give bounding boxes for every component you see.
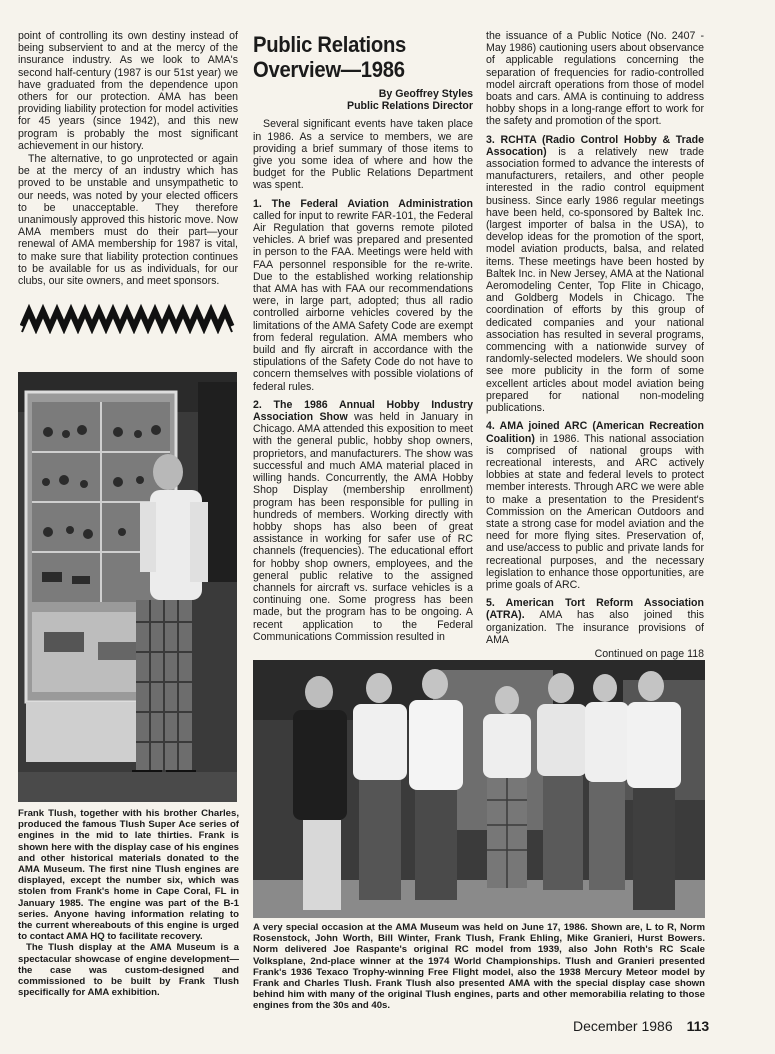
article-item-5 [486,597,704,646]
article-body-middle [253,118,473,643]
photo2-caption: A very special occasion at the AMA Museum was held on June 17, 1986. Shown are, L to R, Norm Rosenstock, John Worth, Bill Winter, Frank Tlush, Frank Ehling, Mike Granieri, Hurst Bowers. Norm delivered Joe Raspante's original RC model from 1939, also John Roth's RC Scale Volksplane, 2nd-place winner at the 1974 World Championships. Tlush and Granieri presented Frank's 1936 Texaco Trophy-winning Free Flight model, also the 1938 Mercury Meteor model by Frank and Charles Tlush. Frank Tlush also presented AMA with the special display case shown behind him with many of the original Tlush engines, parts and other memorabilia relating to those engines from the 30s and 40s. [253,922,705,1012]
byline-name: By Geoffrey Styles [378,88,473,100]
item-2-heading: 2. The 1986 Annual Hobby Industry Association Show [253,398,473,424]
article-body-right [486,30,704,660]
article-item-4 [486,420,704,591]
page-footer [573,1018,709,1034]
item-5-heading: 5. American Tort Reform Association (ATRA). [486,597,704,622]
article-intro: Several significant events have taken place in 1986. As a service to members, we are providing a brief summary of those items to give you some idea of where and how the budget for the Public Relations Department was spent. [253,118,473,192]
item-3-text: is a relatively new trade association formed to advance the interests of manufacturers, retailers, and other people interested in the radio control equipment business. Since early 1986 regular meetings have been held, co-sponsored by Baltek Inc. (largest importer of balsa in the USA), to develop ideas for the promotion of the sport, model aviation products, balsa, and related items. These meetings have been hosted by Baltek Inc. in New Jersey, AMA at the National Aeromodeling Center, Top Flite in Chicago, and Goldberg Models in Chicago. The coordination of efforts by this group of dedicated companies and your national association has resulted in several programs, commencing with a nationwide survey of randomly-selected modelers. We should soon see more publicity in the form of some excellent articles about model aviation being prepared for national non-modeling publications. [486,145,704,415]
article-continuation: the issuance of a Public Notice (No. 2407 - May 1986) cautioning users about observance of applicable regulations concerning the separation of frequencies for radio-controlled model aircraft operations from those of model boats and cars. AMA is continuing to address hobby shops in a long-range effort to work for the safety and promotion of the sport. [486,30,704,128]
byline-title: Public Relations Director [347,100,473,113]
photo1-caption [18,808,239,998]
item-5-text: AMA has also joined this organization. The insurance provisions of AMA [486,609,704,646]
item-1-text: called for input to rewrite FAR-101, the Federal Air Regulation that governs remote piloted vehicles. A brief was prepared and presented in person to the FAA. Meetings were held with FAA personnel responsible for the re-write. Due to the established working relationship that AMA has with FAA our recommendations were, in large part, adopted; thus all radio controlled airborne vehicles covered by the limitations of the AMA Safety Code are exempt from federal regulation. AMA members who build and fly aircraft in accordance with the stipulations of the Safety Code do not have to concern themselves with possible violations of federal rules. [253,209,473,393]
item-4-text: in 1986. This national association is comprised of national groups with recreational interests, and ARC actively lobbies at state and federal levels to protect member interests. Through ARC we were able to make a presentation to the President's Commission on the American Outdoors and state a strong case for model aviation and the need for more flying sites. Preservation of, and use/access to public and private lands for recreational purposes, and the necessary legislation to enhance those opportunities, are prime goals of ARC. [486,432,704,591]
middle-column [253,30,473,649]
photo-group-ama-museum [253,660,705,918]
left-column-text [18,30,238,288]
item-2-text: was held in January in Chicago. AMA attended this exposition to meet with the general public, hobby shop owners, proprietors, and manufacturers. The show was successful and much AMA material placed in willing hands. Concurrently, the AMA Hobby Shop Display (membership enrollment) program has been responsible for pulling in hundreds of members. Working directly with hobby shops has also been of great assistance in working for safer use of RC channels (frequencies). The educational effort for hobby shop owners, employees, and the general public relative to the assigned channels for aircraft vs. surface vehicles is a continuing one. Some progress has been made, but the program has to be ongoing. A recent application to the Federal Communications Commission resulted in [253,411,473,643]
caption-paragraph: Frank Tlush, together with his brother Charles, produced the famous Tlush Super Ace series of engines in the mid to late thirties. Frank is shown here with the display case of his engines and other historical materials donated to the AMA Museum. The first nine Tlush engines are displayed, except the number six, which was stolen from Frank's home in Cape Coral, FL in January 1985. The engine was part of the B-1 series. Anyone having information relating to the current whereabouts of this engine is urged to contact AMA HQ to facilitate recovery. [18,808,239,943]
article-item-2 [253,399,473,643]
continued-on-page: Continued on page 118 [594,647,704,660]
left-paragraph: The alternative, to go unprotected or again be at the mercy of an industry which has proved to be unstable and unsympathetic to our needs, was noted by your elected officers to be unacceptable. They therefore unanimously approved this historic move. Now AMA members must do their part—your renewal of AMA membership for 1987 is vital, to make sure that liability protection continues to be available for us as individuals, for our clubs, our site owners, and meet sponsors. [18,153,238,288]
right-column [486,30,704,660]
ama-zigzag-ornament [20,302,236,334]
issue-date: December 1986 [573,1018,673,1034]
left-paragraph: point of controlling its own destiny instead of being subservient to and at the mercy of the insurance industry. As we look to AMA's second half-century (1987 is our 51st year) we have graduated from the dependence upon others for our protection. AMA has been providing liability protection for model activities for 45 years (since 1942), and this new program is probably the most significant achievement in our history. [18,30,238,152]
byline [253,88,473,112]
article-item-1 [253,198,473,393]
item-1-heading: 1. The Federal Aviation Administration [253,197,473,210]
article-title-line1: Public Relations [253,32,407,57]
item-3-heading: 3. RCHTA (Radio Control Hobby & Trade Assocation) [486,133,704,158]
page-number: 113 [686,1018,710,1034]
item-4-heading: 4. AMA joined ARC (American Recreation Coalition) [486,420,704,445]
photo-frank-tlush-display-case [18,372,237,802]
article-item-3 [486,134,704,415]
caption-paragraph: The Tlush display at the AMA Museum is a spectacular showcase of engine development—the case was custom-designed and commissioned to be built by Frank Tlush specifically for AMA exhibition. [18,942,239,999]
article-title-line2: Overview—1986 [253,57,405,82]
article-title [253,32,455,82]
